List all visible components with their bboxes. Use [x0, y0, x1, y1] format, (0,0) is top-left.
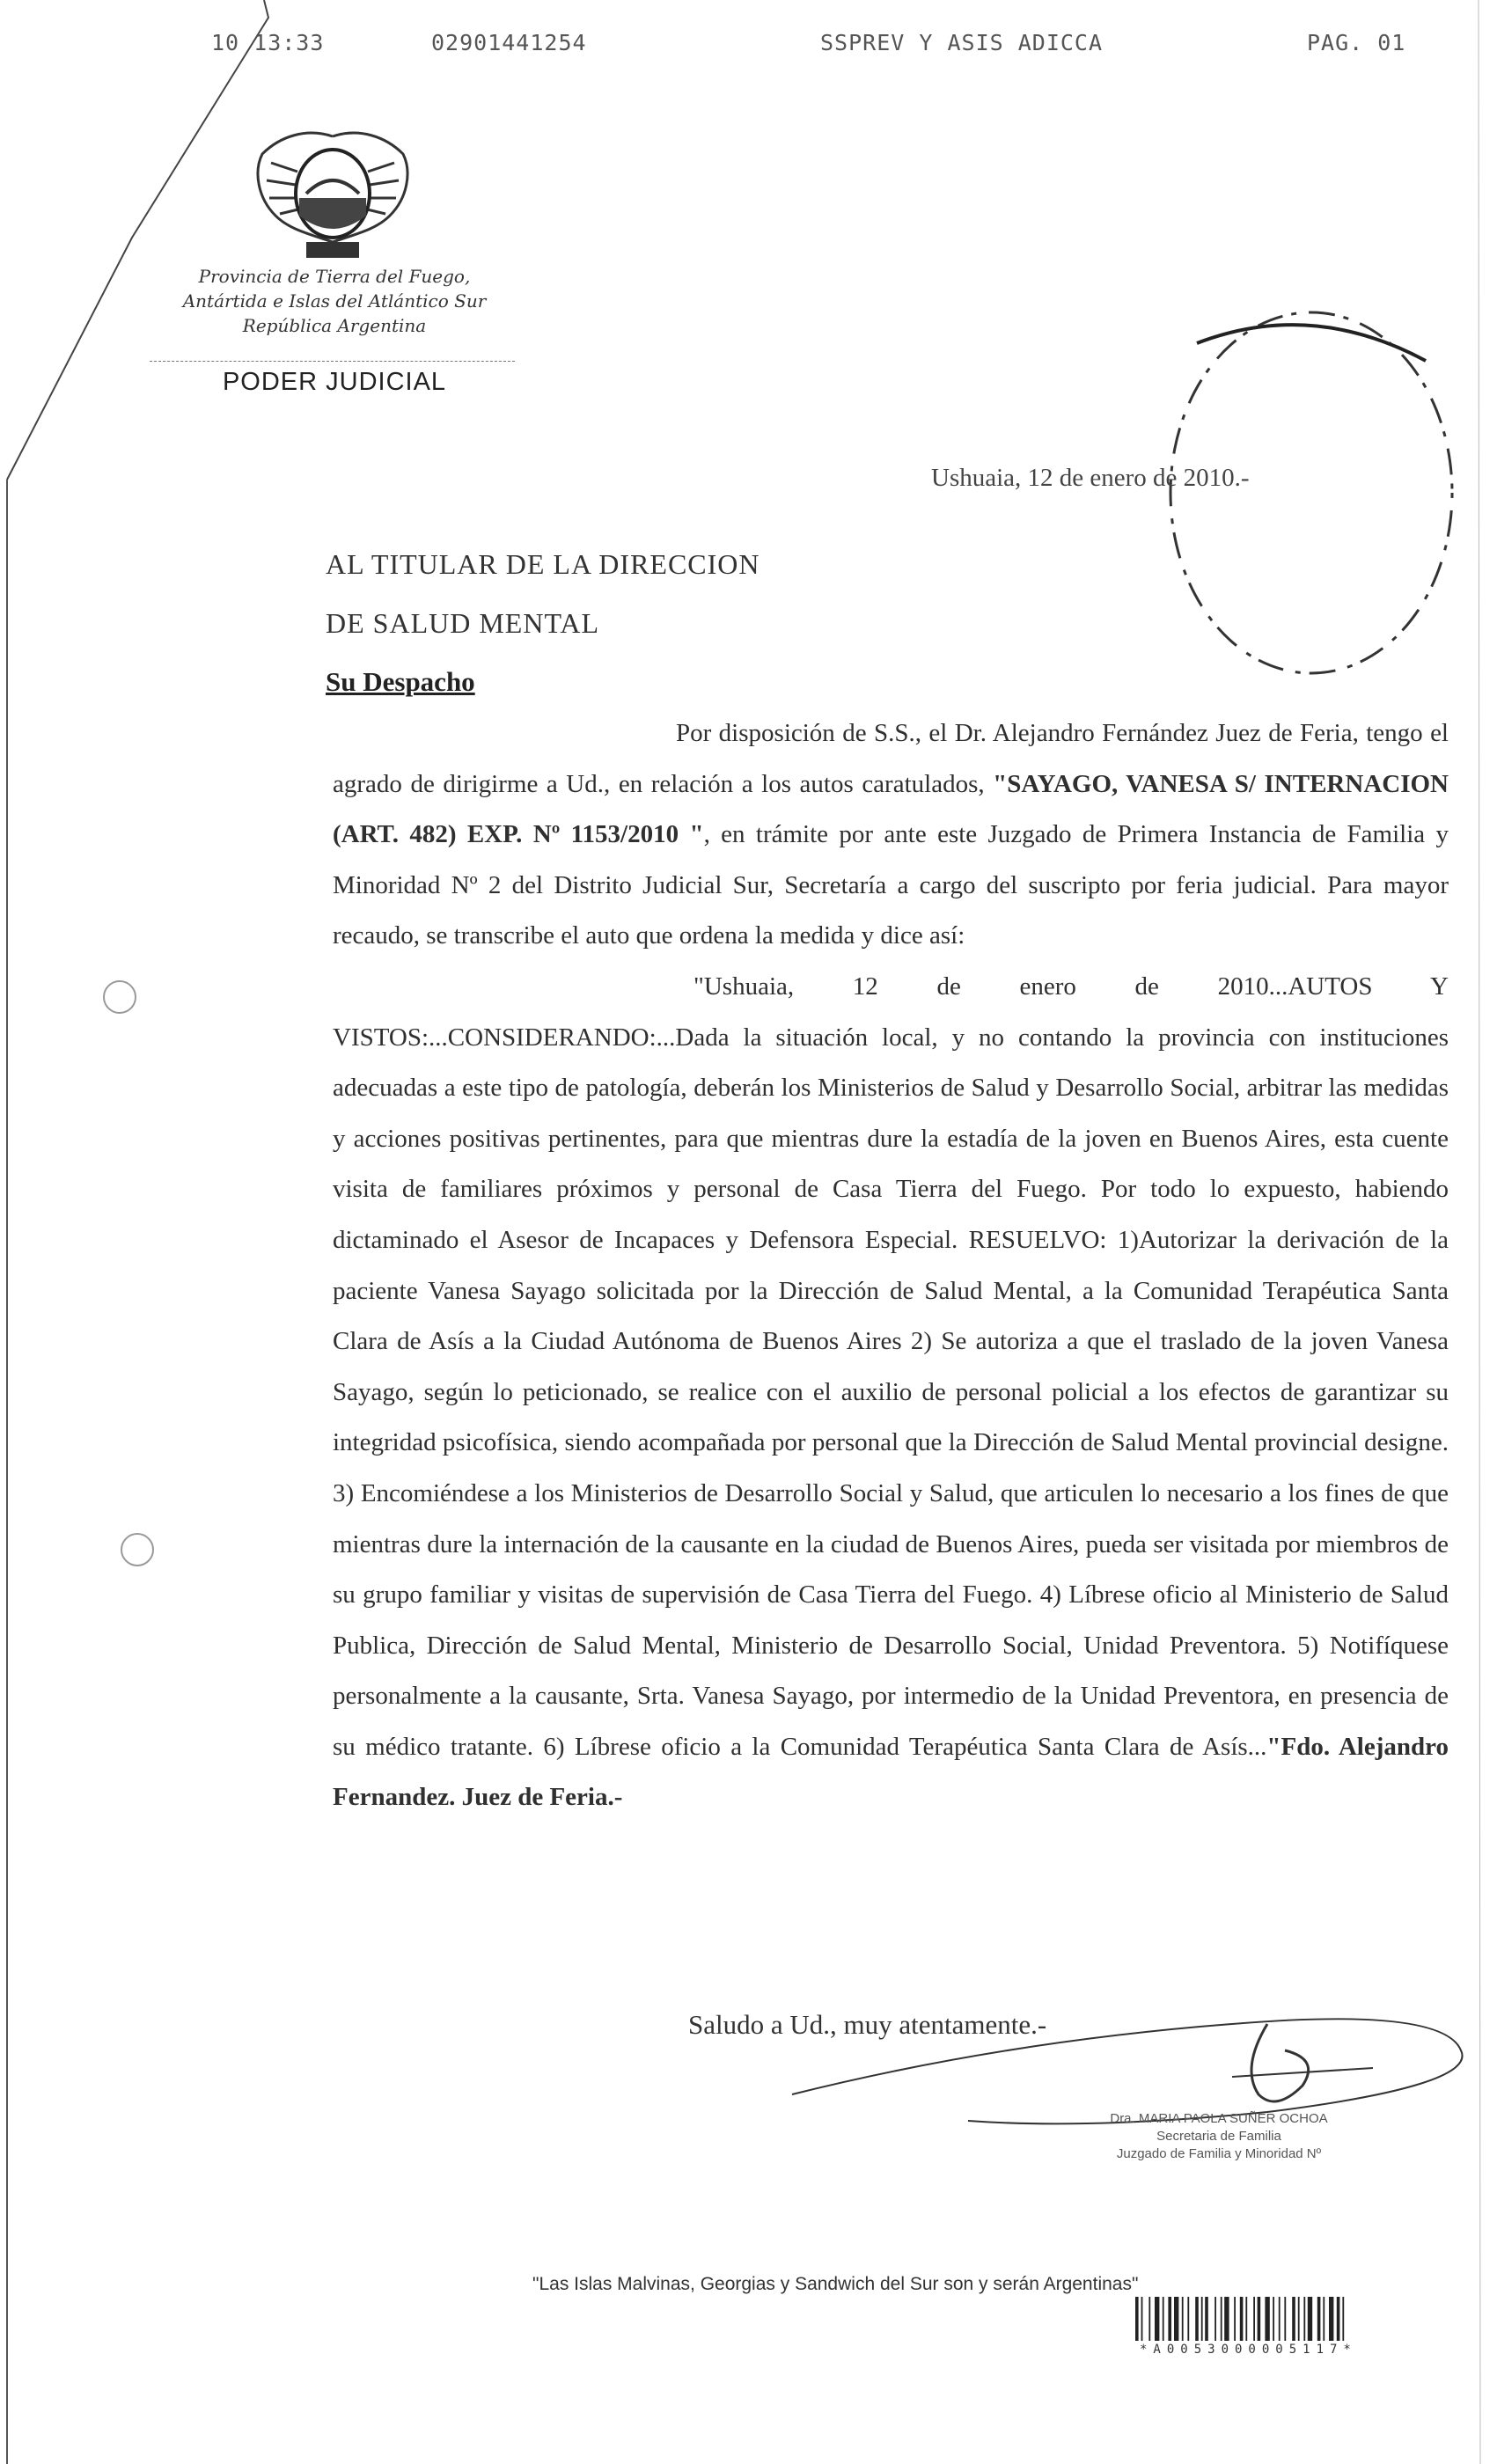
barcode-bar [1155, 2297, 1159, 2341]
barcode-bar [1292, 2297, 1295, 2341]
barcode-bar [1279, 2297, 1281, 2341]
barcode-bar [1337, 2297, 1340, 2341]
fax-sender: SSPREV Y ASIS ADICCA [820, 30, 1104, 55]
barcode-bar [1303, 2297, 1305, 2341]
fax-number: 02901441254 [431, 30, 587, 55]
punch-hole-icon [119, 1531, 156, 1568]
closing-salutation: Saludo a Ud., muy atentamente.- [688, 2009, 1047, 2040]
barcode-bar [1135, 2297, 1139, 2341]
letter-body [333, 708, 1449, 1823]
barcode-bar [1141, 2297, 1143, 2341]
barcode-bar [1308, 2297, 1312, 2341]
barcode-bar [1342, 2297, 1344, 2341]
province-line-3: República Argentina [242, 315, 427, 336]
barcode-bar [1224, 2297, 1229, 2341]
stamp-name: Dra. MARIA PAOLA SUÑER OCHOA [1110, 2111, 1328, 2126]
stamp-title: Secretaria de Familia [1156, 2129, 1281, 2144]
barcode-bar [1317, 2297, 1321, 2341]
barcode-bar [1323, 2297, 1325, 2341]
punch-hole-icon [101, 979, 138, 1016]
barcode-bar [1253, 2297, 1255, 2341]
province-name [150, 264, 519, 338]
barcode-bar [1298, 2297, 1300, 2341]
paragraph-1-text-end: , en trámite por ante este Juzgado de Primera Instancia de Familia y Minoridad Nº 2 del Distrito Judicial Sur, Secretaría a cargo del suscripto por feria judicial. Para mayor recaudo, se transcribe el auto que ordena la medida y dice así: [333, 820, 1449, 950]
barcode-bar [1182, 2297, 1184, 2341]
barcode-bar [1258, 2297, 1261, 2341]
fax-time: 10 13:33 [211, 30, 325, 55]
barcode-bar [1168, 2297, 1171, 2341]
province-line-1: Provincia de Tierra del Fuego, [198, 266, 471, 287]
addressee-despacho: Su Despacho [326, 666, 475, 697]
date-line: Ushuaia, 12 de enero de 2010.- [931, 464, 1250, 492]
barcode-bar [1284, 2297, 1286, 2341]
malvinas-motto: "Las Islas Malvinas, Georgias y Sandwich del Sur son y serán Argentinas" [532, 2274, 1139, 2294]
paragraph-2 [333, 962, 1449, 1823]
barcode-bar [1201, 2297, 1203, 2341]
fax-transmission-header [211, 30, 1443, 65]
barcode-bar [1221, 2297, 1222, 2341]
provincial-crest-icon [245, 119, 421, 268]
barcode-number: *A0053000005117* [1140, 2343, 1357, 2357]
barcode-icon [1135, 2297, 1461, 2341]
institution-name: PODER JUDICIAL [222, 368, 447, 396]
barcode-bar [1214, 2297, 1216, 2341]
case-caption: "SAYAGO, VANESA S/ INTERNACION (ART. 482) EXP. Nº 1153/2010 " [333, 769, 1449, 849]
barcode-bar [1205, 2297, 1208, 2341]
barcode-bar [1148, 2297, 1150, 2341]
barcode-bar [1163, 2297, 1164, 2341]
barcode-bar [1187, 2297, 1189, 2341]
barcode-bar [1240, 2297, 1244, 2341]
signature-stamp [1052, 2110, 1386, 2163]
court-order-text: "Ushuaia, 12 de enero de 2010...AUTOS Y VISTOS:...CONSIDERANDO:...Dada la situación local, y no contando la provincia con instituciones adecuadas a este tipo de patología, deberán los Ministerios de Salud y Desarrollo Social, arbitrar las medidas y acciones positivas pertinentes, para que mientras dure la estadía de la joven en Buenos Aires, esta cuente visita de familiares próximos y personal de Casa Tierra del Fuego. Por todo lo expuesto, habiendo dictaminado el Asesor de Incapaces y Defensora Especial. RESUELVO: 1)Autorizar la derivación de la paciente Vanesa Sayago solicitada por la Dirección de Salud Mental, a la Comunidad Terapéutica Santa Clara de Asís a la Ciudad Autónoma de Buenos Aires 2) Se autoriza a que el traslado de la joven Vanesa Sayago, según lo peticionado, se realice con el auxilio de personal policial a los efectos de garantizar su integridad psicofísica, siendo acompañada por personal que la Dirección de Salud Mental provincial designe. 3) Encomiéndese a los Ministerios de Desarrollo Social y Salud, que articulen lo necesario a los fines de que mientras dure la internación de la causante en la ciudad de Buenos Aires, pueda ser visitada por miembros de su grupo familiar y visitas de supervisión de Casa Tierra del Fuego. 4) Líbrese oficio al Ministerio de Salud Publica, Dirección de Salud Mental, Ministerio de Desarrollo Social, Unidad Preventora. 5) Notifíquese personalmente a la causante, Srta. Vanesa Sayago, por intermedio de la Unidad Preventora, en presencia de su médico tratante. 6) Líbrese oficio a la Comunidad Terapéutica Santa Clara de Asís... [333, 972, 1449, 1761]
barcode-bar [1195, 2297, 1199, 2341]
barcode-bar [1174, 2297, 1178, 2341]
fax-page: PAG. 01 [1307, 30, 1406, 55]
judge-signature-text: "Fdo. Alejandro Fernandez. Juez de Feria.- [333, 1732, 1449, 1812]
addressee-line-1: AL TITULAR DE LA DIRECCION [326, 548, 760, 580]
paragraph-1 [333, 708, 1449, 962]
barcode-bar [1265, 2297, 1269, 2341]
barcode-bar [1245, 2297, 1247, 2341]
addressee-line-2: DE SALUD MENTAL [326, 607, 600, 639]
stamp-court: Juzgado de Familia y Minoridad Nº [1116, 2146, 1322, 2161]
barcode-bar [1329, 2297, 1333, 2341]
paragraph-1-text: Por disposición de S.S., el Dr. Alejandro Fernández Juez de Feria, tengo el agrado de dirigirme a Ud., en relación a los autos caratulados, [333, 719, 1449, 798]
barcode-bar [1273, 2297, 1274, 2341]
letterhead-divider [150, 361, 515, 362]
province-line-2: Antártida e Islas del Atlántico Sur [182, 290, 487, 312]
barcode-bar [1234, 2297, 1236, 2341]
official-seal-icon [1144, 290, 1479, 695]
